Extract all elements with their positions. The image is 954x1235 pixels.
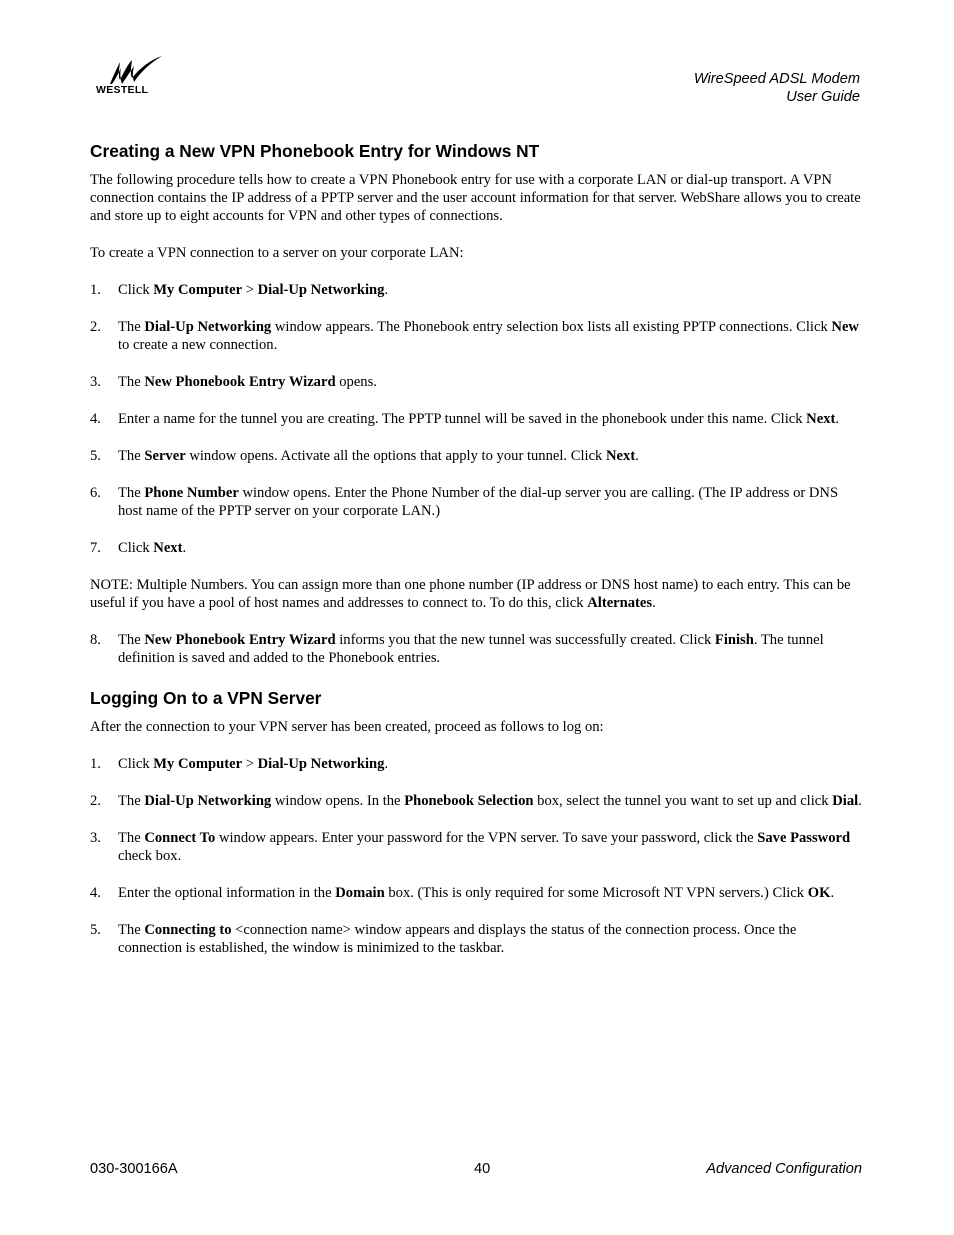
ui-term: My Computer	[153, 282, 243, 298]
text-run: Click	[118, 282, 154, 298]
text-run: .	[858, 793, 862, 809]
list-item	[90, 792, 862, 810]
ui-term: Dial-Up Networking	[257, 282, 385, 298]
text-run: The	[118, 485, 145, 501]
text-run: Click	[118, 540, 154, 556]
page-content	[90, 141, 862, 976]
ui-term: Server	[144, 448, 186, 464]
text-run: informs you that the new tunnel was successfully created. Click	[335, 632, 715, 648]
list-number: 6.	[90, 485, 101, 501]
text-run: The	[118, 830, 145, 846]
westell-logo	[96, 54, 170, 100]
list-number: 4.	[90, 411, 101, 427]
text-run: . The tunnel definition is saved and added to the Phonebook entries.	[118, 632, 824, 666]
ui-term: OK	[807, 885, 831, 901]
text-run: check box.	[118, 848, 182, 864]
section2-steps	[90, 755, 862, 957]
list-number: 3.	[90, 374, 101, 390]
list-number: 7.	[90, 540, 101, 556]
text-run: Enter a name for the tunnel you are creating. The PPTP tunnel will be saved in the phonebook under this name. Click	[118, 411, 807, 427]
text-run: to create a new connection.	[118, 337, 278, 353]
list-number: 1.	[90, 756, 101, 772]
text-run: The	[118, 448, 145, 464]
list-number: 2.	[90, 793, 101, 809]
footer-page-number: 40	[474, 1161, 491, 1177]
ui-term: Alternates	[587, 595, 653, 611]
list-number: 1.	[90, 282, 101, 298]
page-footer	[90, 1160, 862, 1178]
note-multiple-numbers	[90, 576, 862, 612]
ui-term: Finish	[714, 632, 754, 648]
section1-steps-after	[90, 631, 862, 667]
section-title-create-vpn: Creating a New VPN Phonebook Entry for Windows NT	[90, 141, 540, 161]
section1-steps	[90, 281, 862, 557]
text-run: >	[242, 282, 258, 298]
list-item	[90, 921, 862, 957]
footer-chapter: Advanced Configuration	[706, 1161, 862, 1177]
list-number: 5.	[90, 448, 101, 464]
list-item	[90, 631, 862, 667]
text-run: .	[384, 756, 389, 772]
ui-term: Connecting to	[144, 922, 232, 938]
text-run: .	[835, 411, 840, 427]
list-number: 2.	[90, 319, 101, 335]
text-run: The	[118, 319, 145, 335]
text-run: .	[635, 448, 639, 464]
list-number: 5.	[90, 922, 101, 938]
ui-term: Dial	[832, 793, 859, 809]
list-item	[90, 281, 862, 299]
ui-term: New Phonebook Entry Wizard	[144, 632, 336, 648]
section2-intro: After the connection to your VPN server has been created, proceed as follows to log on:	[90, 719, 604, 735]
text-run: NOTE: Multiple Numbers. You can assign more than one phone number (IP address or DNS host name) to each entry. This can be useful if you have a pool of host names and addresses to connect to. To do this, click	[90, 577, 851, 611]
text-run: opens.	[335, 374, 377, 390]
text-run: The	[118, 793, 145, 809]
text-run: window appears. Enter your password for the VPN server. To save your password, click the	[215, 830, 758, 846]
text-run: box, select the tunnel you want to set up and click	[533, 793, 833, 809]
ui-term: Dial-Up Networking	[144, 793, 272, 809]
ui-term: Phone Number	[144, 485, 239, 501]
text-run: .	[182, 540, 187, 556]
logo-text: WESTELL	[96, 84, 149, 96]
text-run: window opens. In the	[271, 793, 405, 809]
list-item	[90, 447, 862, 465]
text-run: window opens. Activate all the options that apply to your tunnel. Click	[185, 448, 606, 464]
ui-term: Next	[806, 411, 836, 427]
ui-term: New	[831, 319, 859, 335]
ui-term: Domain	[335, 885, 385, 901]
ui-term: Save Password	[757, 830, 851, 846]
text-run: window opens. Enter the Phone Number of the dial-up server you are calling. (The IP address or DNS host name of the PPTP server on your corporate LAN.)	[118, 485, 839, 519]
list-number: 8.	[90, 632, 101, 648]
ui-term: Dial-Up Networking	[257, 756, 385, 772]
text-run: The	[118, 632, 145, 648]
text-run: window appears. The Phonebook entry selection box lists all existing PPTP connections. Click	[271, 319, 832, 335]
ui-term: Dial-Up Networking	[144, 319, 272, 335]
westell-w-mark-icon	[96, 54, 170, 86]
list-number: 3.	[90, 830, 101, 846]
text-run: .	[830, 885, 835, 901]
list-item	[90, 318, 862, 354]
list-item	[90, 755, 862, 773]
text-run: box. (This is only required for some Microsoft NT VPN servers.) Click	[384, 885, 808, 901]
text-run: The	[118, 922, 145, 938]
text-run: Click	[118, 756, 154, 772]
list-item	[90, 539, 862, 557]
list-item	[90, 829, 862, 865]
header-product: WireSpeed ADSL Modem	[693, 71, 860, 87]
ui-term: My Computer	[153, 756, 243, 772]
section-title-logging-on: Logging On to a VPN Server	[90, 688, 322, 708]
ui-term: Next	[606, 448, 636, 464]
running-header	[694, 70, 860, 106]
section1-intro: The following procedure tells how to create a VPN Phonebook entry for use with a corporate LAN or dial-up transport. A VPN connection contains the IP address of a PPTP server and the user account information for that server. WebShare allows you to create and store up to eight accounts for VPN and other types of connections.	[90, 172, 861, 224]
section1-lead: To create a VPN connection to a server on your corporate LAN:	[90, 245, 464, 261]
list-item	[90, 484, 862, 520]
text-run: .	[384, 282, 389, 298]
text-run: <connection name> window appears and displays the status of the connection process. Once the connection is established, the window is minimized to the taskbar.	[118, 922, 797, 956]
list-item	[90, 884, 862, 902]
header-doc: User Guide	[786, 89, 860, 105]
ui-term: Phonebook Selection	[404, 793, 534, 809]
text-run: >	[242, 756, 258, 772]
ui-term: New Phonebook Entry Wizard	[144, 374, 336, 390]
text-run: .	[652, 595, 656, 611]
ui-term: Connect To	[144, 830, 216, 846]
list-number: 4.	[90, 885, 101, 901]
text-run: The	[118, 374, 145, 390]
footer-doc-number: 030-300166A	[90, 1161, 178, 1177]
text-run: Enter the optional information in the	[118, 885, 336, 901]
ui-term: Next	[153, 540, 183, 556]
list-item	[90, 373, 862, 391]
list-item	[90, 410, 862, 428]
